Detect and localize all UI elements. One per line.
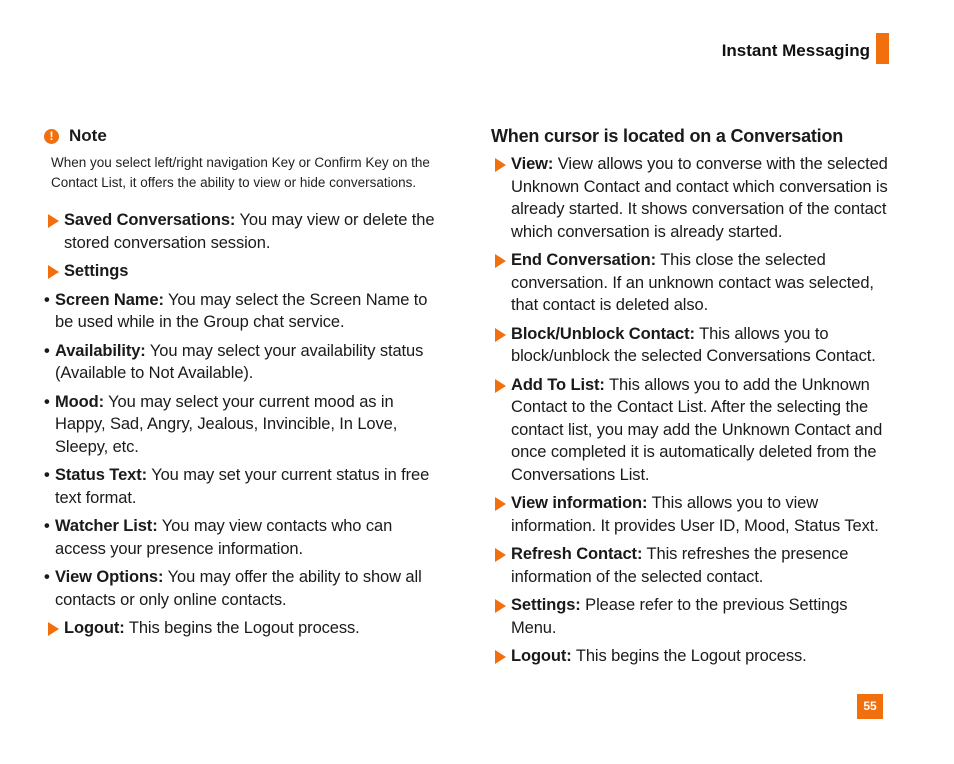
item-term: Logout:: [511, 647, 572, 665]
settings-item: [44, 260, 444, 283]
item-text: This refreshes the presence information of the selected contact.: [511, 545, 849, 586]
note-heading: [44, 126, 444, 146]
triangle-bullet-icon: [48, 622, 59, 636]
triangle-bullet-icon: [495, 254, 506, 268]
item-term: Mood:: [55, 392, 104, 411]
note-body: When you select left/right navigation Key or Confirm Key on the Contact List, it offers the ability to view or hide conversations.: [51, 155, 430, 190]
section-title: When cursor is located on a Conversation: [491, 126, 844, 146]
bullet-dot: •: [44, 517, 50, 535]
header-accent-bar: [876, 33, 889, 64]
right-column: [491, 126, 891, 668]
item-text: This allows you to block/unblock the selected Conversations Contact.: [511, 324, 876, 365]
item-text: This close the selected conversation. If an unknown contact was selected, that contact is deleted also.: [511, 251, 874, 314]
item-term: View Options:: [55, 568, 164, 586]
item-text: You may set your current status in free text format.: [55, 466, 430, 507]
add-to-list-item: [491, 374, 891, 487]
item-text: You may view contacts who can access your presence information.: [55, 517, 393, 558]
refresh-contact-item: [491, 543, 891, 588]
end-conversation-item: [491, 249, 891, 317]
item-term: View:: [511, 155, 554, 173]
item-term: Status Text:: [55, 466, 148, 484]
item-text: This begins the Logout process.: [571, 647, 807, 665]
triangle-bullet-icon: [48, 214, 59, 228]
bullet-dot: •: [44, 290, 50, 309]
triangle-bullet-icon: [48, 265, 59, 279]
item-text: You may select the Screen Name to be used while in the Group chat service.: [55, 290, 428, 331]
item-text: You may select your current mood as in Happy, Sad, Angry, Jealous, Invincible, In Love, Sleepy, etc.: [55, 392, 398, 456]
page-number: 55: [857, 694, 883, 719]
exclamation-icon: !: [44, 129, 59, 144]
status-text-item: [44, 464, 444, 509]
logout-item-right: [491, 645, 891, 668]
item-term: Refresh Contact:: [511, 545, 643, 563]
bullet-dot: •: [44, 568, 50, 586]
note-title: Note: [69, 126, 107, 145]
triangle-bullet-icon: [495, 328, 506, 342]
triangle-bullet-icon: [495, 650, 506, 664]
item-term: End Conversation:: [511, 251, 656, 269]
item-term: Block/Unblock Contact:: [511, 324, 695, 343]
view-information-item: [491, 492, 891, 537]
bullet-dot: •: [44, 341, 50, 360]
view-item: [491, 153, 891, 243]
triangle-bullet-icon: [495, 548, 506, 562]
triangle-bullet-icon: [495, 599, 506, 613]
block-unblock-item: [491, 323, 891, 368]
item-term: Availability:: [55, 341, 146, 360]
item-text: You may select your availability status (Available to Not Available).: [55, 341, 424, 382]
item-text: This allows you to view information. It provides User ID, Mood, Status Text.: [511, 494, 879, 535]
bullet-dot: •: [44, 466, 50, 484]
mood-item: [44, 391, 444, 459]
item-text: This begins the Logout process.: [124, 619, 360, 637]
item-term: View information:: [511, 494, 648, 512]
item-text: Please refer to the previous Settings Menu.: [511, 596, 848, 637]
item-text: You may offer the ability to show all contacts or only online contacts.: [55, 568, 422, 609]
item-text: View allows you to converse with the selected Unknown Contact and contact which conversation is already started. It shows conversation of the contact which conversation is already started.: [511, 155, 888, 241]
item-term: Settings: [64, 262, 129, 280]
saved-conversations-item: [44, 209, 444, 254]
availability-item: [44, 340, 444, 385]
triangle-bullet-icon: [495, 158, 506, 172]
item-term: Settings:: [511, 596, 581, 614]
watcher-list-item: [44, 515, 444, 560]
item-term: Add To List:: [511, 375, 605, 394]
header-title: Instant Messaging: [721, 41, 870, 60]
triangle-bullet-icon: [495, 497, 506, 511]
item-term: Logout:: [64, 619, 125, 637]
screen-name-item: [44, 289, 444, 334]
item-term: Watcher List:: [55, 517, 158, 535]
triangle-bullet-icon: [495, 379, 506, 393]
item-term: Saved Conversations:: [64, 211, 236, 229]
settings-menu-item: [491, 594, 891, 639]
item-text: This allows you to add the Unknown Contact to the Contact List. After the selecting the contact list, you may add the Unknown Contact and once completed it is automatically deleted from the Conversations List.: [511, 375, 883, 484]
bullet-dot: •: [44, 392, 50, 411]
item-term: Screen Name:: [55, 290, 164, 309]
view-options-item: [44, 566, 444, 611]
item-text: You may view or delete the stored conversation session.: [64, 211, 435, 252]
left-column: [44, 126, 444, 640]
logout-item: [44, 617, 444, 640]
